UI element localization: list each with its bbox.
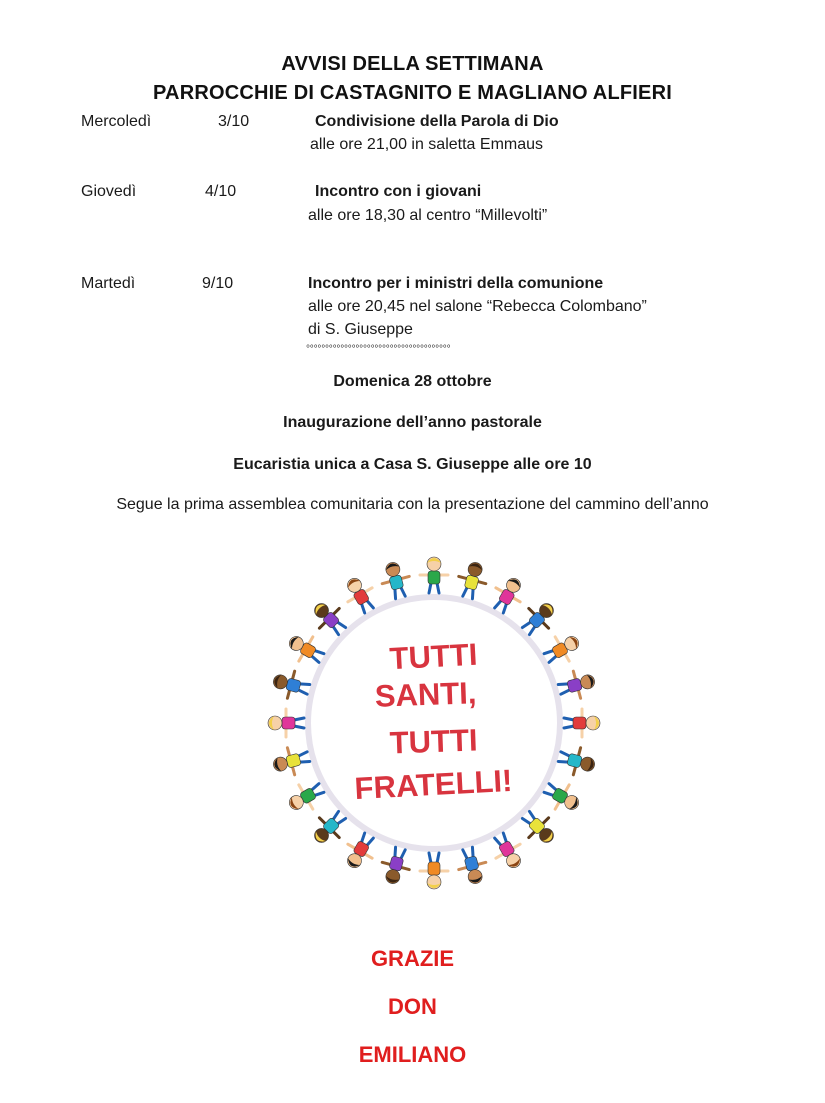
child-figure — [378, 559, 414, 601]
event-date: 4/10 — [205, 183, 237, 200]
event-day: Giovedì — [81, 183, 137, 200]
eucharist-text: Eucaristia unica a Casa S. Giuseppe alle ore 10 — [233, 456, 592, 473]
event-title: Incontro con i giovani — [315, 183, 482, 200]
event-date: 3/10 — [218, 113, 250, 130]
page-title: AVVISI DELLA SETTIMANA — [281, 53, 544, 75]
thanks-line2: DON — [388, 994, 437, 1019]
event-detail: di S. Giuseppe — [308, 321, 413, 338]
event-day: Martedì — [81, 275, 136, 292]
sunday-date: Domenica 28 ottobre — [333, 373, 492, 390]
event-day: Mercoledì — [81, 113, 152, 130]
decorative-separator: °°°°°°°°°°°°°°°°°°°°°°°°°°°°°°°°°°°°°° — [306, 344, 451, 355]
event-detail: alle ore 21,00 in saletta Emmaus — [310, 136, 544, 153]
logo-text-line4: FRATELLI! — [353, 762, 514, 807]
event-date: 9/10 — [202, 275, 234, 292]
assembly-text: Segue la prima assemblea comunitaria con la presentazione del cammino dell’anno — [116, 496, 709, 513]
child-figure — [268, 709, 304, 737]
inauguration-text: Inaugurazione dell’anno pastorale — [283, 414, 542, 431]
child-figure — [420, 557, 448, 593]
child-figure — [564, 709, 600, 737]
event-detail: alle ore 18,30 al centro “Millevolti” — [308, 207, 548, 224]
child-figure — [270, 743, 312, 779]
child-figure — [270, 667, 312, 703]
event-title: Condivisione della Parola di Dio — [315, 113, 559, 130]
child-figure — [454, 845, 490, 887]
logo-text-line2: SANTI, — [374, 675, 478, 714]
child-figure — [454, 559, 490, 601]
event-detail: alle ore 20,45 nel salone “Rebecca Colombano” — [308, 298, 647, 315]
logo-text-line3: TUTTI — [389, 722, 479, 761]
child-figure — [556, 667, 598, 703]
thanks-line3: EMILIANO — [358, 1042, 467, 1067]
thanks-line1: GRAZIE — [370, 946, 455, 971]
logo-text-line1: TUTTI — [388, 636, 479, 677]
child-figure — [420, 853, 448, 889]
children-ring-logo — [248, 535, 620, 910]
child-figure — [378, 845, 414, 887]
child-figure — [556, 743, 598, 779]
event-title: Incontro per i ministri della comunione — [308, 275, 604, 292]
page-subtitle: PARROCCHIE DI CASTAGNITO E MAGLIANO ALFIERI — [153, 82, 672, 104]
